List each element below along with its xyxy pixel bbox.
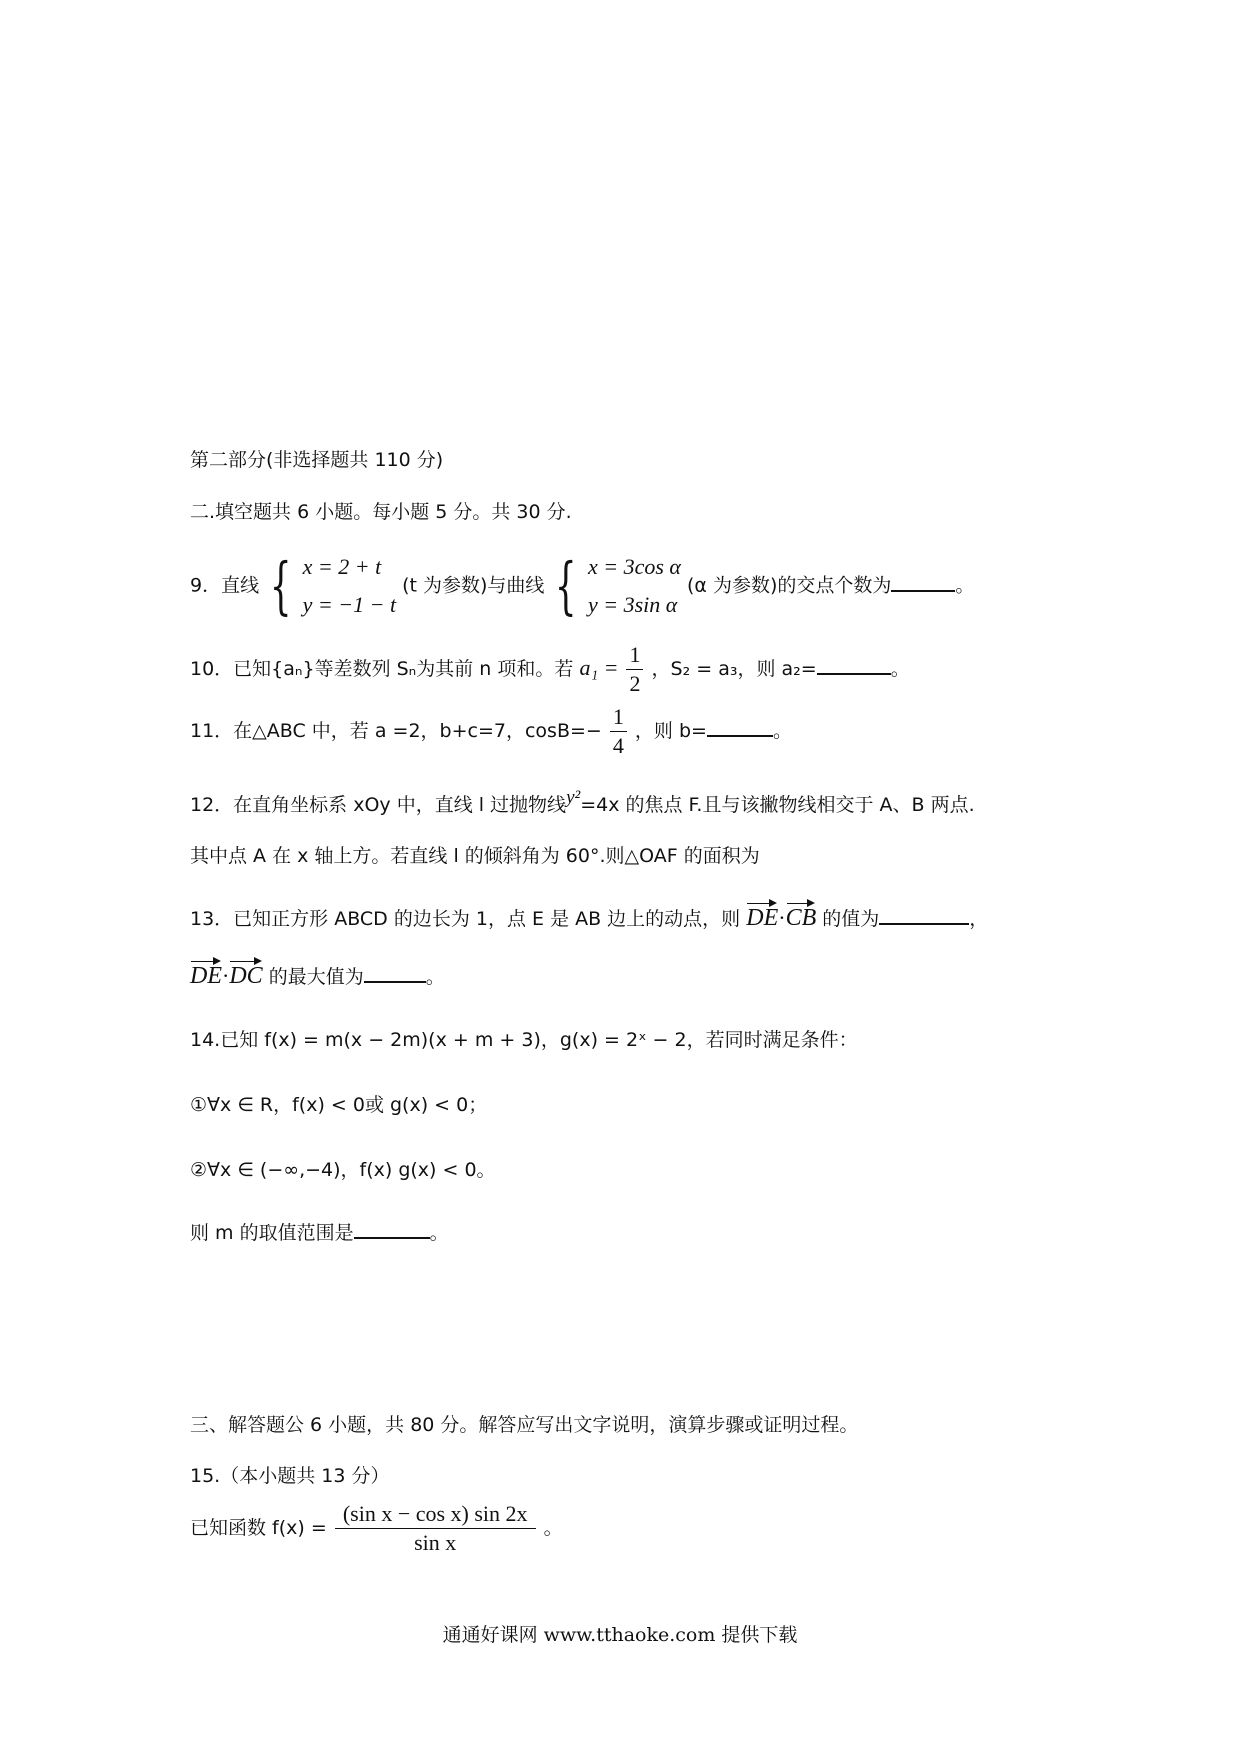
fraction-denominator: 2: [629, 671, 641, 696]
vector-de: DE: [746, 901, 778, 932]
q12-line1b: =4x 的焦点 F.且与该撇物线相交于 A、B 两点.: [580, 794, 975, 816]
fraction-numerator: 1: [610, 703, 627, 732]
question-12-line1: [190, 787, 975, 817]
left-brace-icon: {: [555, 549, 578, 622]
fraction-denominator: 4: [612, 733, 624, 758]
q13-line2b: 的最大值为: [268, 966, 364, 988]
q9-line-x: x = 2 + t: [302, 554, 382, 579]
q9-end: 。: [955, 574, 975, 597]
section2-title: 二.填空题共 6 小题。每小题 5 分。共 30 分.: [190, 501, 572, 523]
fraction-numerator: (sin x − cos x) sin 2x: [335, 1500, 536, 1529]
q12-line1a: 12．在直角坐标系 xOy 中，直线 l 过抛物线: [190, 794, 567, 816]
question-15-body: [190, 1500, 563, 1557]
vector-dc: DC: [229, 959, 262, 990]
q9-line-system: [303, 548, 396, 624]
question-15-title: 15.（本小题共 13 分）: [190, 1465, 390, 1487]
q11-ask: ，则 b=: [634, 720, 707, 742]
answer-blank: [817, 655, 891, 675]
question-14-cond1: ①∀x ∈ R，f(x) < 0或 g(x) < 0；: [190, 1094, 488, 1116]
q10-a1: a₁ =: [579, 655, 619, 680]
q11-cond: a =2，b+c=7，cosB=−: [374, 720, 602, 742]
q10-mid: Sₙ为其前 n 项和。若: [396, 658, 574, 680]
q10-lead: 10．已知{aₙ}等差数列: [190, 658, 391, 680]
q12-y-squared: y²: [566, 787, 581, 808]
q10-end: 。: [890, 658, 910, 680]
answer-blank: [354, 1219, 430, 1239]
left-brace-icon: {: [270, 549, 292, 622]
q10-cond: ，S₂ = a₃，则: [651, 658, 776, 680]
part-title: 第二部分(非选择题共 110 分): [190, 449, 444, 471]
answer-blank: [891, 572, 955, 592]
answer-blank: [364, 963, 426, 983]
q9-param1: (t 为参数)与曲线: [402, 574, 545, 597]
q13-line1b: 的值为: [822, 908, 880, 930]
q11-fraction: [610, 703, 627, 760]
q13-end: 。: [425, 966, 445, 988]
question-13-line1: [190, 901, 988, 932]
q11-lead: 11．在△ABC 中，若: [190, 720, 369, 742]
q14-end: 。: [429, 1222, 449, 1244]
question-10: [190, 641, 910, 698]
fraction-denominator: sin x: [414, 1530, 457, 1555]
q10-ask: a₂=: [781, 658, 817, 680]
q9-tail: (α 为参数)的交点个数为: [687, 574, 892, 597]
vector-cb: CB: [786, 901, 817, 932]
section3-title: 三、解答题公 6 小题，共 80 分。解答应写出文字说明，演算步骤或证明过程。: [190, 1414, 859, 1436]
dot-product: ·: [222, 963, 230, 988]
question-13-line2: [190, 959, 445, 990]
fraction-numerator: 1: [626, 641, 643, 670]
q13-comma: ，: [969, 908, 989, 930]
q15-fraction: [335, 1500, 536, 1557]
q15-lead: 已知函数 f(x) =: [190, 1517, 327, 1539]
question-12-line2: 其中点 A 在 x 轴上方。若直线 l 的倾斜角为 60°.则△OAF 的面积为: [190, 845, 760, 867]
q10-fraction: [626, 641, 643, 698]
q11-end: 。: [772, 720, 792, 742]
question-14-line1: 14.已知 f(x) = m(x − 2m)(x + m + 3)，g(x) = 2ˣ − 2，若同时满足条件：: [190, 1029, 858, 1051]
question-14-cond2: ②∀x ∈ (−∞,−4)，f(x) g(x) < 0。: [190, 1159, 496, 1181]
q9-curve-x: x = 3cos α: [587, 554, 681, 579]
dot-product: ·: [778, 905, 786, 930]
q9-lead: 9．直线: [190, 574, 260, 597]
q9-line-y: y = −1 − t: [302, 592, 397, 617]
answer-blank: [879, 905, 969, 925]
q14-ask: 则 m 的取值范围是: [190, 1222, 354, 1244]
question-14-ask: [190, 1218, 449, 1245]
q15-end: 。: [543, 1517, 563, 1539]
footer-credit: 通通好课网 www.tthaoke.com 提供下载: [442, 1624, 798, 1646]
vector-de: DE: [190, 959, 222, 990]
question-9: [190, 548, 974, 624]
q13-line1a: 13．已知正方形 ABCD 的边长为 1，点 E 是 AB 边上的动点，则: [190, 908, 741, 930]
answer-blank: [707, 717, 773, 737]
q9-curve-system: [588, 548, 681, 624]
question-11: [190, 703, 792, 760]
q9-curve-y: y = 3sin α: [587, 592, 678, 617]
